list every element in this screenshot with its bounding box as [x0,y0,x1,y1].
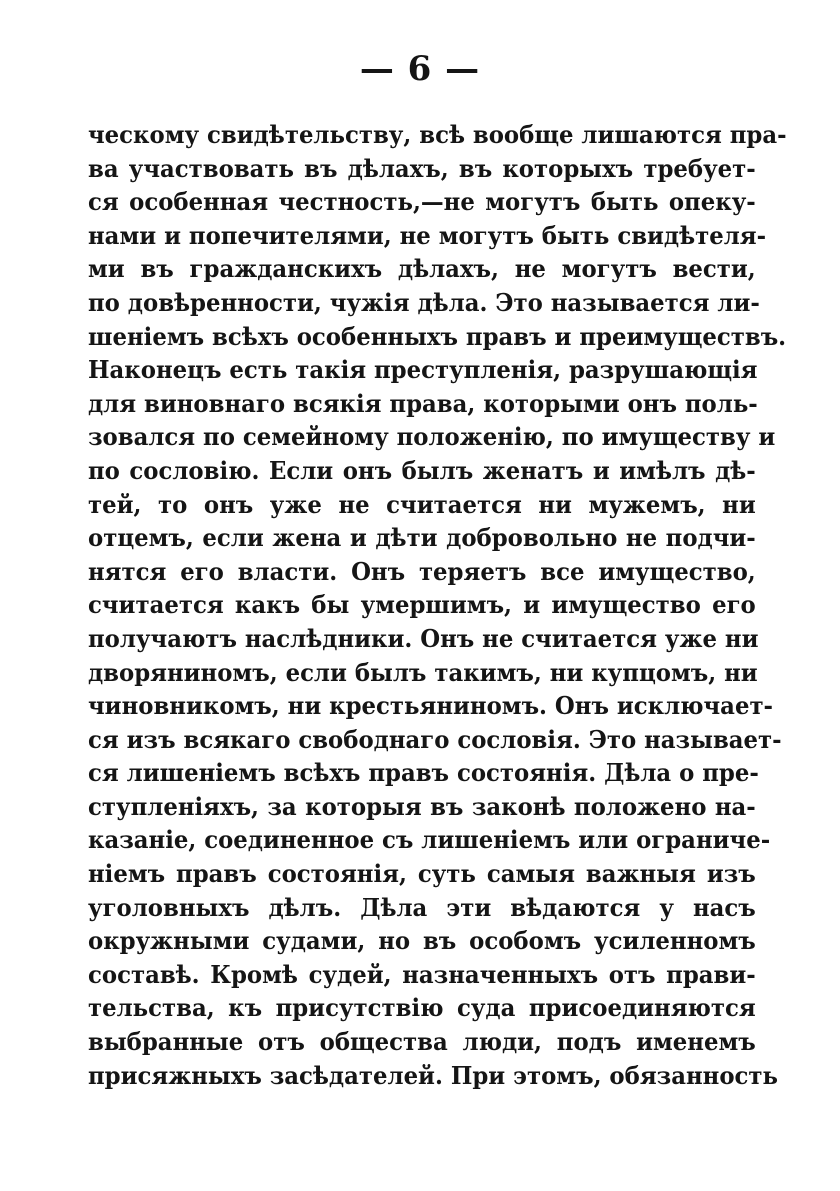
text-line: отцемъ, если жена и дѣти добровольно не подчи- [88,523,756,553]
text-line: двоpяниномъ, если былъ такимъ, ни купцомъ, ни [88,657,758,687]
text-line: нятся его власти. Онъ теряетъ все имущество, [88,556,756,586]
text-line: уголовныхъ дѣлъ. Дѣла эти вѣдаются у насъ [88,892,756,922]
text-line: тей, то онъ уже не считается ни мужемъ, ни [88,489,756,519]
text-line: по сословію. Если онъ былъ женатъ и имѣлъ дѣ- [88,455,756,485]
text-line: ступленіяхъ, за которыя въ законѣ положено на- [88,791,756,821]
text-line: Наконецъ есть такія преступленія, разрушающія [88,355,758,385]
text-line: ся изъ всякаго свободнаго сословія. Это называет- [88,724,782,754]
text-line: нами и попечителями, не могутъ быть свидѣтеля- [88,220,767,250]
text-line: выбранные отъ общества люди, подъ именемъ [88,1027,756,1057]
text-line: ческому свидѣтельству, всѣ вообще лишаются пра- [88,120,787,149]
text-line: тельства, къ присутствію суда присоединяются [88,993,756,1023]
text-line: присяжныхъ засѣдателей. При этомъ, обязанность [88,1060,778,1090]
text-line: получаютъ наслѣдники. Онъ не считается уже ни [88,623,759,653]
text-line: окружными судами, но въ особомъ усиленномъ [88,926,756,956]
text-line: считается какъ бы умершимъ, и имущество его [88,590,756,620]
text-line: ми въ гражданскихъ дѣлахъ, не могутъ вести, [88,254,756,284]
text-line: казаніе, соединенное съ лишеніемъ или ограниче- [88,825,771,855]
text-line: ся особенная честность,—не могутъ быть опеку- [88,187,756,217]
body-text [88,118,787,1092]
text-line: чиновникомъ, ни крестьяниномъ. Онъ исключает- [88,691,774,721]
text-line: ніемъ правъ состоянія, суть самыя важныя изъ [88,859,756,889]
text-line: зовался по семейному положенію, по имуществу и [88,422,776,452]
text-line: ся лишеніемъ всѣхъ правъ состоянія. Дѣла о пре- [88,758,759,788]
text-line: ва участвовать въ дѣлахъ, въ которыхъ требует- [88,153,756,183]
text-line: для виновнаго всякія права, которыми онъ поль- [88,388,758,418]
text-line: составѣ. Кромѣ судей, назначенныхъ отъ прави- [88,959,756,989]
text-line: шеніемъ всѣхъ особенныхъ правъ и преимуществъ. [88,321,787,351]
text-line: по довѣренности, чужія дѣла. Это называется ли- [88,287,760,317]
page-number: — 6 — [359,49,481,89]
